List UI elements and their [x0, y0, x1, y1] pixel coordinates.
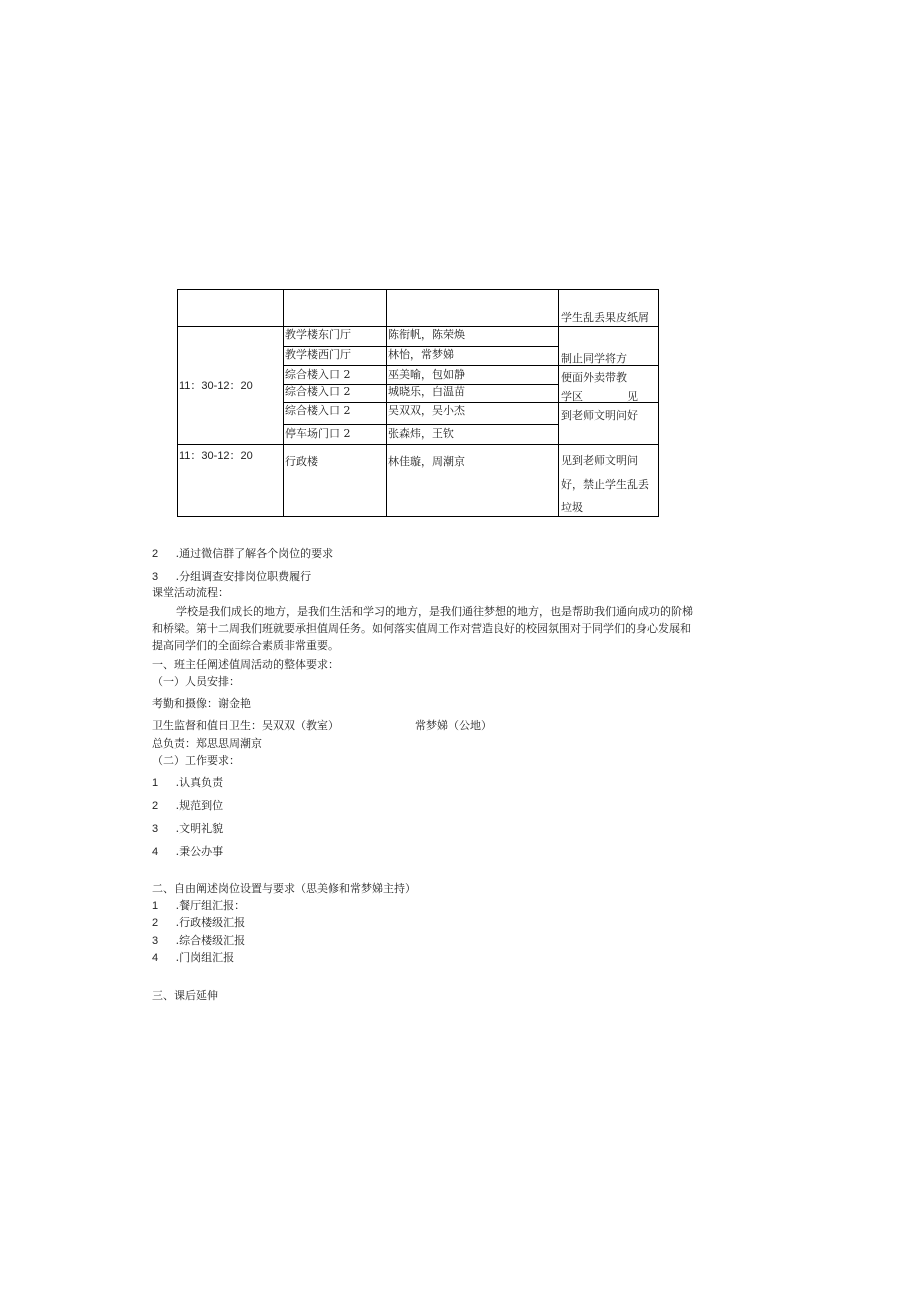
requirement-num: 2	[152, 800, 159, 812]
prep-item	[152, 547, 333, 561]
requirement-text: .文明礼貌	[175, 822, 224, 835]
group-a-note-line: 便面外卖带教	[561, 371, 627, 384]
location-cell: 停车场门口 2	[285, 427, 351, 440]
requirement-item	[152, 845, 223, 859]
prep-item-num: 2	[152, 548, 159, 560]
section3-heading: 三、课后延伸	[152, 989, 218, 1002]
report-num: 4	[152, 952, 159, 964]
section1-heading: 一、班主任阐述值周活动的整体要求：	[152, 658, 339, 671]
group-b-note-line: 垃圾	[561, 501, 583, 514]
location-cell: 综合楼入口 2	[285, 385, 351, 398]
group-a-note-line: 学区 见	[561, 390, 638, 403]
prep-item-text: .分组调查安排岗位职费履行	[175, 570, 312, 583]
section2-heading: 二、自由阐述岗位设置与要求（思美修和常梦娣主持）	[152, 882, 416, 895]
group-b-location: 行政楼	[285, 455, 318, 468]
requirement-num: 3	[152, 823, 159, 835]
report-item	[152, 951, 234, 965]
requirement-item	[152, 776, 223, 790]
sub2-heading: （二）工作要求：	[152, 754, 240, 767]
col-sep-3	[558, 289, 559, 517]
names-cell: 陈衔帆，陈荣焕	[388, 328, 465, 341]
names-cell: 吴双双，吴小杰	[388, 404, 465, 417]
hygiene-line-b: 常梦娣（公地）	[415, 719, 492, 732]
report-item	[152, 916, 245, 930]
duty-table	[177, 289, 659, 517]
col-sep-2	[386, 289, 387, 517]
names-cell: 巫美喻，包如静	[388, 368, 465, 381]
chief-line: 总负责：郑思思周潮京	[152, 737, 262, 750]
location-cell: 教学楼西门厅	[285, 348, 351, 361]
location-cell: 教学楼东门厅	[285, 328, 351, 341]
report-item	[152, 934, 245, 948]
group-a-note-line: 制止同学将方	[561, 352, 627, 365]
requirement-text: .认真负责	[175, 776, 224, 789]
location-cell: 综合楼入口 2	[285, 404, 351, 417]
report-text: .行政楼级汇报	[175, 916, 246, 929]
sub1-heading: （一）人员安排：	[152, 675, 240, 688]
requirement-num: 4	[152, 846, 159, 858]
table-border-left	[177, 289, 178, 517]
requirement-item	[152, 822, 223, 836]
row-sep-header	[177, 326, 659, 327]
header-note: 学生乱丢果皮纸屑	[561, 311, 649, 324]
prep-item-num: 3	[152, 571, 159, 583]
prep-item-text: .通过微信群了解各个岗位的要求	[175, 547, 334, 560]
table-border-bottom	[177, 516, 659, 517]
names-cell: 林怡，常梦娣	[388, 348, 454, 361]
location-cell: 综合楼入口 2	[285, 368, 351, 381]
attendance-line: 考勤和摄像：谢金艳	[152, 697, 251, 710]
report-text: .餐厅组汇报：	[175, 899, 246, 912]
group-a-time: 11：30-12：20	[179, 380, 253, 392]
prep-item	[152, 570, 311, 584]
table-border-top	[177, 289, 659, 290]
col-sep-1	[283, 289, 284, 517]
report-item	[152, 899, 245, 913]
group-b-names: 林佳璇，周潮京	[388, 455, 465, 468]
row-sep-a1	[283, 346, 558, 347]
intro-paragraph: 学校是我们成长的地方，是我们生活和学习的地方，是我们通往梦想的地方，也是帮助我们通向成功的阶梯和桥梁。第十二周我们班就要承担值周任务。如何落实值周工作对营造良好的校园氛围对于同学们的身心发展和提高同学们的全面综合素质非常重要。	[152, 605, 693, 652]
requirement-text: .秉公办事	[175, 845, 224, 858]
group-b-time: 11：30-12：20	[179, 450, 253, 462]
group-a-note-line: 到老师文明问好	[561, 409, 638, 422]
names-cell: 张森炜，王钦	[388, 427, 454, 440]
group-b-note-line: 见到老师文明问	[561, 454, 638, 467]
report-text: .门岗组汇报	[175, 951, 235, 964]
requirement-item	[152, 799, 223, 813]
row-sep-a5	[283, 424, 558, 425]
hygiene-line-a: 卫生监督和值日卫生：吴双双（教室）	[152, 719, 339, 732]
requirement-num: 1	[152, 777, 159, 789]
table-border-right	[658, 289, 659, 517]
group-b-note-line: 好，禁止学生乱丢	[561, 478, 649, 491]
report-text: .综合楼级汇报	[175, 934, 246, 947]
row-sep-group	[177, 444, 659, 445]
flow-heading: 课堂活动流程：	[152, 586, 229, 599]
report-num: 1	[152, 900, 159, 912]
requirement-text: .规范到位	[175, 799, 224, 812]
names-cell: 城晓乐，白温苗	[388, 385, 465, 398]
report-num: 3	[152, 935, 159, 947]
report-num: 2	[152, 917, 159, 929]
